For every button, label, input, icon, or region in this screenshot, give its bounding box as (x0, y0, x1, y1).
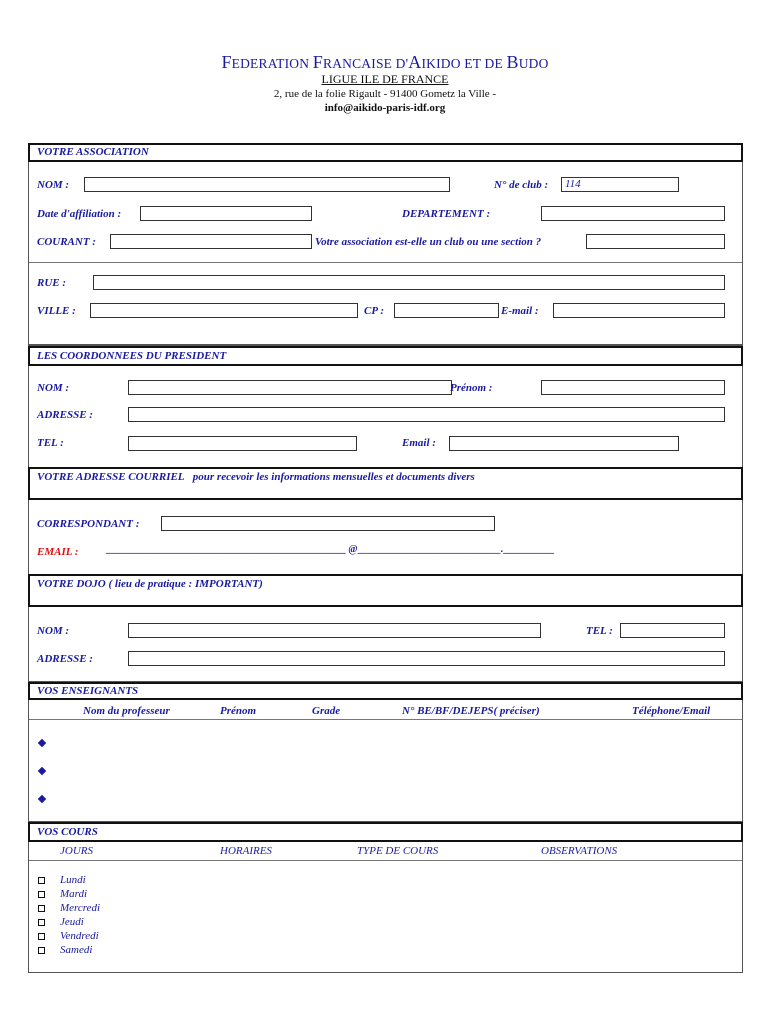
col-horaires: HORAIRES (220, 845, 272, 857)
title-part-4: BUDO (506, 52, 549, 72)
dojo-adresse-field[interactable] (128, 651, 725, 666)
courriel-email-label: EMAIL : (37, 546, 79, 558)
rue-field[interactable] (93, 275, 725, 290)
club-or-section-label: Votre association est-elle un club ou une section ? (315, 236, 542, 248)
affiliation-date-label: Date d'affiliation : (37, 208, 122, 220)
president-tel-label: TEL : (37, 437, 64, 449)
association-section-title: VOTRE ASSOCIATION (37, 146, 149, 158)
day-checkbox-mercredi[interactable] (38, 905, 45, 912)
dojo-nom-label: NOM : (37, 625, 70, 637)
president-tel-field[interactable] (128, 436, 357, 451)
president-nom-field[interactable] (128, 380, 452, 395)
president-nom-label: NOM : (37, 382, 70, 394)
dojo-adresse-label: ADRESSE : (37, 653, 93, 665)
affiliation-date-field[interactable] (140, 206, 312, 221)
ligue-subtitle: LIGUE ILE DE FRANCE (321, 72, 449, 86)
title-part-1: FEDERATION (221, 52, 313, 72)
ville-label: VILLE : (37, 305, 76, 317)
day-checkbox-jeudi[interactable] (38, 919, 45, 926)
club-or-section-field[interactable] (586, 234, 725, 249)
association-divider (29, 262, 742, 263)
dojo-tel-label: TEL : (586, 625, 613, 637)
enseignants-section-title: VOS ENSEIGNANTS (37, 685, 139, 697)
dojo-nom-field[interactable] (128, 623, 541, 638)
correspondant-field[interactable] (161, 516, 495, 531)
ville-field[interactable] (90, 303, 358, 318)
col-type-cours: TYPE DE COURS (357, 845, 439, 857)
cours-frame (28, 821, 743, 973)
cours-section-bar (28, 822, 743, 842)
day-vendredi: Vendredi (60, 930, 99, 942)
association-email-label: E-mail : (501, 305, 539, 317)
association-nom-field[interactable] (84, 177, 450, 192)
cours-section-title: VOS COURS (37, 826, 98, 838)
correspondant-label: CORRESPONDANT : (37, 518, 140, 530)
president-adresse-label: ADRESSE : (37, 409, 93, 421)
association-nom-label: NOM : (37, 179, 70, 191)
day-checkbox-mardi[interactable] (38, 891, 45, 898)
dojo-section-title: VOTRE DOJO ( lieu de pratique : IMPORTANT) (37, 578, 263, 590)
day-jeudi: Jeudi (60, 916, 84, 928)
col-prenom: Prénom (220, 705, 257, 717)
club-number-label: N° de club : (494, 179, 549, 191)
rue-label: RUE : (37, 277, 67, 289)
title-part-2: FRANCAISE D' (312, 52, 409, 72)
day-checkbox-samedi[interactable] (38, 947, 45, 954)
association-email-field[interactable] (553, 303, 725, 318)
president-email-field[interactable] (449, 436, 679, 451)
day-lundi: Lundi (60, 874, 86, 886)
courant-field[interactable] (110, 234, 312, 249)
day-checkbox-lundi[interactable] (38, 877, 45, 884)
departement-field[interactable] (541, 206, 725, 221)
col-jours: JOURS (60, 845, 93, 857)
col-diplome: N° BE/BF/DEJEPS( préciser) (402, 705, 540, 717)
courriel-section-subtitle: pour recevoir les informations mensuelles et documents divers (192, 471, 475, 483)
col-telephone-email: Téléphone/Email (632, 705, 711, 717)
president-adresse-field[interactable] (128, 407, 725, 422)
cours-header-divider (29, 860, 742, 861)
federation-address: 2, rue de la folie Rigault - 91400 Gometz la Ville - (273, 88, 497, 100)
cp-label: CP : (364, 305, 385, 317)
day-mercredi: Mercredi (60, 902, 101, 914)
enseignants-header-divider (29, 719, 742, 720)
col-grade: Grade (312, 705, 341, 717)
dojo-tel-field[interactable] (620, 623, 725, 638)
courriel-section-title: VOTRE ADRESSE COURRIEL pour recevoir les informations mensuelles et documents divers (37, 471, 475, 483)
day-mardi: Mardi (60, 888, 88, 900)
president-prenom-label: Prénom : (450, 382, 493, 394)
president-prenom-field[interactable] (541, 380, 725, 395)
cp-field[interactable] (394, 303, 499, 318)
federation-title (0, 52, 770, 73)
courriel-email-line[interactable]: _______________________________________________ @____________________________.__________ (106, 544, 555, 555)
enseignants-frame (28, 682, 743, 822)
col-nom-professeur: Nom du professeur (83, 705, 170, 717)
courant-label: COURANT : (37, 236, 96, 248)
president-section-title: LES COORDONNEES DU PRESIDENT (37, 350, 227, 362)
day-checkbox-vendredi[interactable] (38, 933, 45, 940)
club-number-field[interactable]: 114 (561, 177, 679, 192)
federation-email: info@aikido-paris-idf.org (324, 102, 446, 114)
president-email-label: Email : (402, 437, 436, 449)
title-part-3: AIKIDO ET DE (408, 52, 507, 72)
col-observations: OBSERVATIONS (541, 845, 618, 857)
departement-label: DEPARTEMENT : (402, 208, 491, 220)
day-samedi: Samedi (60, 944, 93, 956)
